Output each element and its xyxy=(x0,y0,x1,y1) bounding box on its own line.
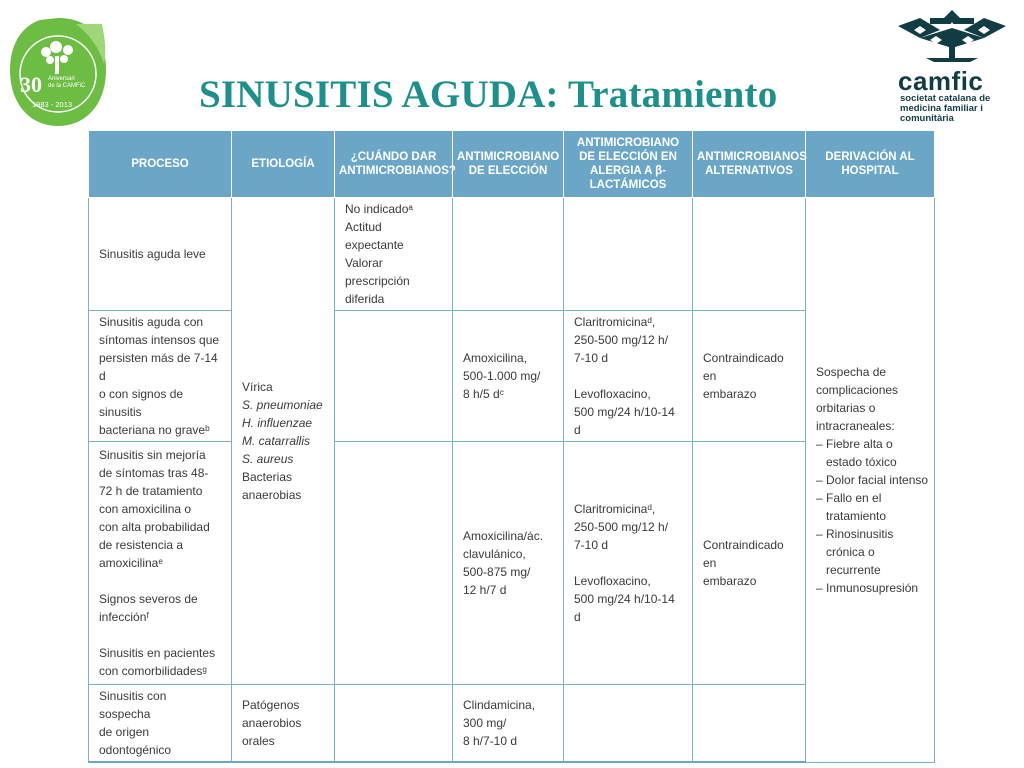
cell-alergia-r3 xyxy=(564,442,693,685)
cell-text: amoxicilinaᵉ xyxy=(99,556,163,570)
cell-text: 250-500 mg/12 h/ xyxy=(574,333,669,347)
cell-text: 72 h de tratamiento xyxy=(99,484,203,498)
cell-alergia-r2 xyxy=(564,311,693,442)
cell-text: 7-10 d xyxy=(574,351,609,365)
camfic-tree-icon xyxy=(890,8,1014,64)
cell-text: Sinusitis aguda leve xyxy=(99,247,206,261)
cell-text: Valorar xyxy=(345,256,383,270)
cell-text: síntomas intensos que xyxy=(99,333,220,347)
cell-proceso-r2 xyxy=(89,311,232,442)
cell-text: 12 h/7 d xyxy=(463,583,507,597)
anniversary-number: 30 xyxy=(20,72,42,97)
cell-text: embarazo xyxy=(703,574,757,588)
cell-text: M. catarrallis xyxy=(242,434,311,448)
header-alergia: ANTIMICROBIANO DE ELECCIÓN EN ALERGIA A β-LACTÁMICOS xyxy=(564,131,693,198)
cell-text: 300 mg/ xyxy=(463,716,507,730)
cell-text: orales xyxy=(242,734,275,748)
cell-text: – Fiebre alta o xyxy=(816,436,893,451)
anniversary-years: 1983 - 2013 xyxy=(32,100,73,109)
cell-text: Amoxicilina/ác. xyxy=(463,529,544,543)
cell-text: No indicadoᵃ xyxy=(345,202,413,216)
camfic-logo-subtitle-line-1: societat catalana de xyxy=(900,93,991,104)
table-row xyxy=(89,198,935,311)
cell-alternativos-r2 xyxy=(693,311,806,442)
cell-text: Contraindicado en xyxy=(703,351,784,383)
cell-text: Amoxicilina, xyxy=(463,351,528,365)
treatment-table xyxy=(88,130,935,763)
cell-text: 500-1.000 mg/ xyxy=(463,369,541,383)
cell-text: S. pneumoniae xyxy=(242,398,323,412)
cell-text: 500-875 mg/ xyxy=(463,565,531,579)
cell-text: Contraindicado en xyxy=(703,538,784,570)
cell-text: intracraneales: xyxy=(816,418,895,433)
cell-proceso-r1 xyxy=(89,198,232,311)
cell-text: 7-10 d xyxy=(574,538,609,552)
cell-text: – Inmunosupresión xyxy=(816,580,919,595)
cell-gap xyxy=(574,367,682,385)
header-derivacion: DERIVACIÓN AL HOSPITAL xyxy=(806,131,935,198)
header-alternativos: ANTIMICROBIANOS ALTERNATIVOS xyxy=(693,131,806,198)
cell-text: Claritromicinaᵈ, xyxy=(574,315,656,329)
cell-text: Sinusitis con sospecha xyxy=(99,689,167,721)
cell-alergia-r4 xyxy=(564,685,693,763)
cell-text: 8 h/7-10 d xyxy=(463,734,518,748)
cell-gap xyxy=(99,572,221,590)
camfic-logo xyxy=(890,8,1018,124)
cell-text: orbitarias o xyxy=(816,400,876,415)
cell-proceso-r3 xyxy=(89,442,232,685)
cell-text: embarazo xyxy=(703,387,757,401)
anniversary-text-line-2: de la CAMFiC xyxy=(48,83,86,89)
cell-eleccion-r1 xyxy=(453,198,564,311)
cell-text: Sinusitis sin mejoría xyxy=(99,448,206,462)
cell-derivacion-shared xyxy=(806,198,935,763)
cell-eleccion-r4 xyxy=(453,685,564,763)
slide-title: SINUSITIS AGUDA: Tratamiento xyxy=(199,73,778,116)
cell-cuando-r3 xyxy=(335,442,453,685)
cell-text: con alta probabilidad xyxy=(99,520,210,534)
anniversary-badge xyxy=(6,14,110,130)
cell-text: Bacterias xyxy=(242,470,293,484)
cell-text: anaerobios xyxy=(242,716,302,730)
cell-text: persisten más de 7-14 d xyxy=(99,351,218,383)
cell-text: Levofloxacino, xyxy=(574,574,651,588)
cell-gap xyxy=(99,626,221,644)
cell-alternativos-r1 xyxy=(693,198,806,311)
cell-alternativos-r3 xyxy=(693,442,806,685)
cell-text: Clindamicina, xyxy=(463,698,536,712)
cell-text: de resistencia a xyxy=(99,538,184,552)
cell-text: de síntomas tras 48- xyxy=(99,466,209,480)
camfic-logo-word: camfic xyxy=(898,66,984,96)
cell-text: complicaciones xyxy=(816,382,899,397)
cell-text: prescripción xyxy=(345,274,410,288)
cell-text: crónica o xyxy=(816,544,875,559)
cell-text: 500 mg/24 h/10-14 d xyxy=(574,592,675,624)
cell-etiologia-r4 xyxy=(232,685,335,763)
cell-text: clavulánico, xyxy=(463,547,526,561)
cell-proceso-r4 xyxy=(89,685,232,763)
camfic-logo-subtitle xyxy=(900,94,1018,124)
cell-text: Sinusitis aguda con xyxy=(99,315,204,329)
anniversary-text xyxy=(48,76,85,90)
cell-text: Sinusitis en pacientes xyxy=(99,646,216,660)
cell-text: – Dolor facial intenso xyxy=(816,472,929,487)
cell-text: Vírica xyxy=(242,380,273,394)
cell-text: bacteriana no graveᵇ xyxy=(99,423,210,437)
cell-text: 8 h/5 dᶜ xyxy=(463,387,504,401)
table-header-row xyxy=(89,131,935,198)
cell-eleccion-r2 xyxy=(453,311,564,442)
cell-text: S. aureus xyxy=(242,452,294,466)
cell-text: Levofloxacino, xyxy=(574,387,651,401)
cell-text: – Fallo en el xyxy=(816,490,882,505)
cell-text: estado tóxico xyxy=(816,454,897,469)
cell-cuando-r1 xyxy=(335,198,453,311)
cell-text: anaerobias xyxy=(242,488,302,502)
cell-cuando-r4 xyxy=(335,685,453,763)
cell-cuando-r2 xyxy=(335,311,453,442)
cell-gap xyxy=(574,554,682,572)
cell-text: recurrente xyxy=(816,562,881,577)
cell-text: con comorbilidadesᵍ xyxy=(99,664,207,678)
cell-alergia-r1 xyxy=(564,198,693,311)
cell-text: 500 mg/24 h/10-14 d xyxy=(574,405,675,437)
cell-text: H. influenzae xyxy=(242,416,313,430)
header-eleccion: ANTIMICROBIANO DE ELECCIÓN xyxy=(453,131,564,198)
cell-text: diferida xyxy=(345,292,385,306)
cell-text: tratamiento xyxy=(816,508,887,523)
cell-text: Actitud expectante xyxy=(345,220,404,252)
cell-eleccion-r3 xyxy=(453,442,564,685)
treatment-table-wrapper xyxy=(88,130,934,757)
header-proceso: PROCESO xyxy=(89,131,232,198)
cell-text: Sospecha de xyxy=(816,364,887,379)
cell-text: infecciónᶠ xyxy=(99,610,150,624)
cell-text: – Rinosinusitis xyxy=(816,526,894,541)
cell-alternativos-r4 xyxy=(693,685,806,763)
cell-etiologia-shared xyxy=(232,198,335,685)
cell-text: Patógenos xyxy=(242,698,300,712)
camfic-logo-subtitle-line-3: comunitària xyxy=(900,113,954,124)
cell-text: 250-500 mg/12 h/ xyxy=(574,520,669,534)
cell-text: o con signos de sinusitis xyxy=(99,387,184,419)
cell-text: de origen odontogénico xyxy=(99,725,172,757)
header-etiologia: ETIOLOGÍA xyxy=(232,131,335,198)
cell-text: con amoxicilina o xyxy=(99,502,192,516)
header-cuando: ¿CUÁNDO DAR ANTIMICROBIANOS? xyxy=(335,131,453,198)
cell-text: Claritromicinaᵈ, xyxy=(574,502,656,516)
cell-text: Signos severos de xyxy=(99,592,198,606)
camfic-logo-subtitle-line-2: medicina familiar i xyxy=(900,103,983,114)
anniversary-text-line-1: Aniversari xyxy=(48,76,75,82)
